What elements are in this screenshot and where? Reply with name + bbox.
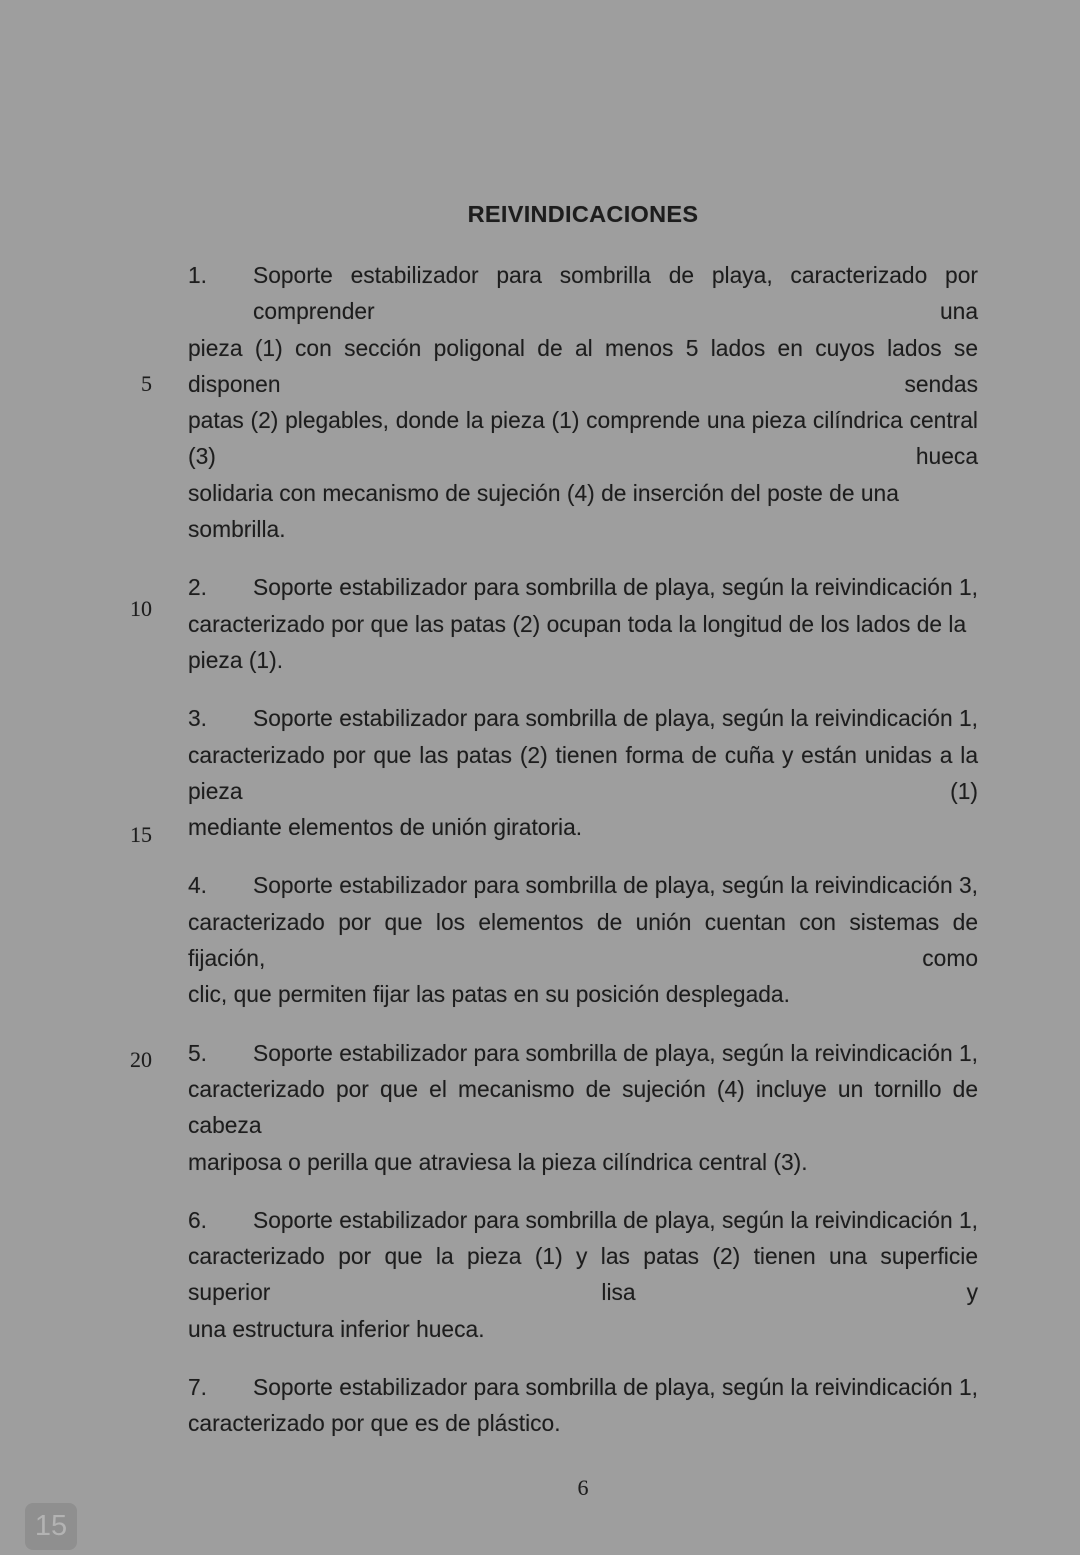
claim-line: 6. Soporte estabilizador para sombrilla de playa, según la reivindicación 1, [188,1202,978,1238]
claim-line: 3. Soporte estabilizador para sombrilla de playa, según la reivindicación 1, [188,700,978,736]
claim-number: 6. [188,1206,208,1233]
claim-line: 1. Soporte estabilizador para sombrilla de playa, caracterizado por comprender una [188,257,978,330]
claim-line: caracterizado por que el mecanismo de sujeción (4) incluye un tornillo de cabeza [188,1075,978,1139]
claim-number: 1. [188,262,208,288]
claim [188,1369,978,1442]
claim-number: 2. [188,574,208,601]
claim-line: pieza (1) con sección poligonal de al menos 5 lados en cuyos lados se disponen sendas [188,334,978,397]
claim [188,569,978,678]
claim-line: 7. Soporte estabilizador para sombrilla de playa, según la reivindicación 1, [188,1369,978,1405]
margin-line-number: 10 [130,596,152,621]
claim-number: 7. [188,1374,208,1401]
claim-line: 4. Soporte estabilizador para sombrilla de playa, según la reivindicación 3, [188,867,978,903]
claim-line: una estructura inferior hueca. [188,1315,485,1342]
claim-line: clic, que permiten fijar las patas en su posición desplegada. [188,981,790,1008]
claims-text [188,257,978,1464]
page-number: 6 [577,1475,589,1500]
claim [188,1035,978,1180]
claim-number: 4. [188,872,208,899]
claim-line: mediante elementos de unión giratoria. [188,814,583,841]
margin-line-number: 15 [130,822,152,847]
claim-line: mariposa o perilla que atraviesa la pieza cilíndrica central (3). [188,1148,808,1175]
claim-number: 5. [188,1039,208,1066]
claim-line: caracterizado por que es de plástico. [188,1410,561,1437]
margin-line-number: 5 [141,371,152,396]
claim-line: solidaria con mecanismo de sujeción (4) de inserción del poste de una sombrilla. [188,479,899,543]
claim-line: 2. Soporte estabilizador para sombrilla de playa, según la reivindicación 1, [188,569,978,605]
claim [188,700,978,845]
claim-number: 3. [188,705,208,732]
page-title: REIVINDICACIONES [467,201,699,227]
claim-line: patas (2) plegables, donde la pieza (1) comprende una pieza cilíndrica central (3) hueca [188,407,978,470]
claim-line: 5. Soporte estabilizador para sombrilla de playa, según la reivindicación 1, [188,1035,978,1071]
claim-line: caracterizado por que la pieza (1) y las patas (2) tienen una superficie superior lisa y [188,1243,978,1306]
claim-line: caracterizado por que los elementos de unión cuentan con sistemas de fijación, como [188,908,978,972]
claim [188,867,978,1012]
margin-line-number: 20 [130,1047,152,1072]
claim-line: caracterizado por que las patas (2) ocupan toda la longitud de los lados de la pieza (1). [188,610,967,673]
claim-line: caracterizado por que las patas (2) tienen forma de cuña y están unidas a la pieza (1) [188,741,978,804]
page-thumbnail-badge: 15 [25,1503,77,1550]
claim [188,257,978,547]
claim [188,1202,978,1347]
